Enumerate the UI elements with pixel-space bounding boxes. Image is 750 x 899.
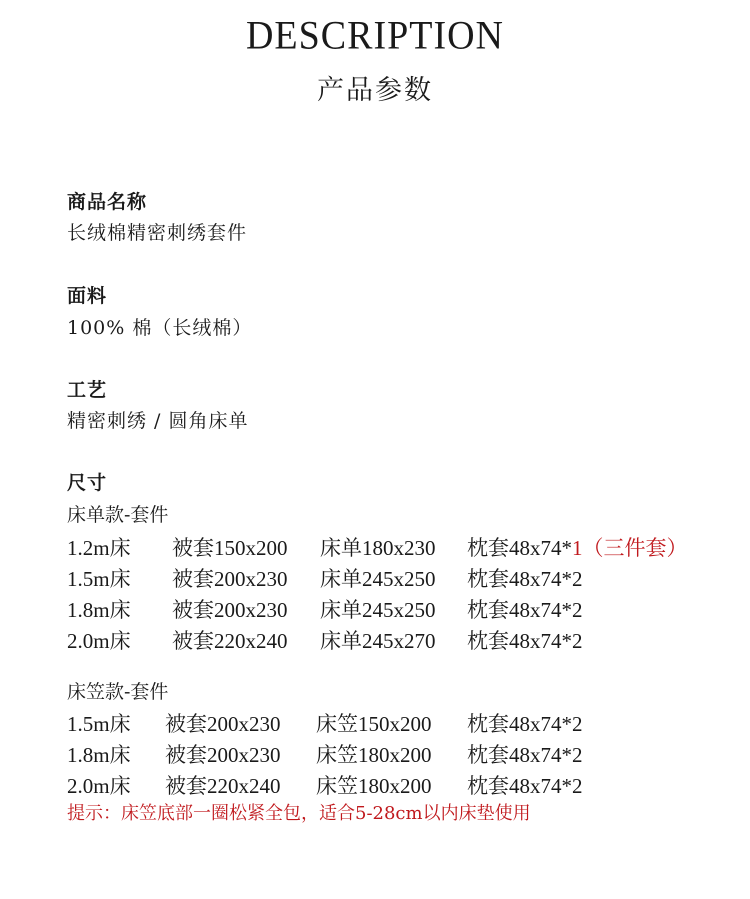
- table-row: [0, 770, 750, 798]
- fabric-value: 100% 棉（长绒棉）: [67, 317, 253, 339]
- sheet-size: 床单245x250: [320, 598, 436, 622]
- notice-text: 提示：床笠底部一圈松紧全包，适合5-28cm以内床垫使用: [67, 803, 531, 824]
- pillow-qty: 2: [572, 567, 583, 591]
- craft-value: 精密刺绣 / 圆角床单: [67, 410, 249, 432]
- table-row: [0, 708, 750, 736]
- bed-size: 2.0m床: [67, 629, 131, 653]
- table-row: [0, 625, 750, 653]
- pillow-qty: 2: [572, 629, 583, 653]
- pillow-size: [467, 563, 583, 593]
- pillow-size-text: 枕套48x74*: [467, 629, 572, 653]
- pillow-size-text: 枕套48x74*: [467, 536, 572, 560]
- pillow-size: 枕套48x74*2: [467, 743, 583, 767]
- bed-size: 1.2m床: [67, 536, 131, 560]
- table-row: [0, 532, 750, 560]
- duvet-size: 被套200x230: [165, 743, 281, 767]
- bed-size: 1.5m床: [67, 712, 131, 736]
- bed-size: 2.0m床: [67, 774, 131, 798]
- fitted-sheet-set-label: 床笠款-套件: [67, 681, 169, 703]
- sheet-size: 床单245x250: [320, 567, 436, 591]
- sheet-size: 床单180x230: [320, 536, 436, 560]
- page-title: DESCRIPTION: [245, 13, 505, 59]
- craft-heading: 工艺: [67, 379, 108, 401]
- table-row: [0, 563, 750, 591]
- table-row: [0, 594, 750, 622]
- bed-size: 1.8m床: [67, 598, 131, 622]
- pillow-size: 枕套48x74*2: [467, 712, 583, 736]
- duvet-size: 被套200x230: [165, 712, 281, 736]
- pillow-size: [467, 594, 583, 624]
- duvet-size: 被套220x240: [165, 774, 281, 798]
- pillow-size: 枕套48x74*2: [467, 774, 583, 798]
- flat-sheet-set-label: 床单款-套件: [67, 504, 169, 526]
- duvet-size: 被套150x200: [172, 536, 288, 560]
- bed-size: 1.5m床: [67, 567, 131, 591]
- pillow-size-text: 枕套48x74*: [467, 598, 572, 622]
- sheet-size: 床单245x270: [320, 629, 436, 653]
- sheet-size: 床笠180x200: [316, 774, 432, 798]
- bed-size: 1.8m床: [67, 743, 131, 767]
- sheet-size: 床笠150x200: [316, 712, 432, 736]
- pillow-size: [467, 625, 583, 655]
- sheet-size: 床笠180x200: [316, 743, 432, 767]
- pillow-qty: 1（三件套）: [572, 536, 688, 560]
- duvet-size: 被套200x230: [172, 598, 288, 622]
- pillow-size-text: 枕套48x74*: [467, 567, 572, 591]
- pillow-qty: 2: [572, 598, 583, 622]
- sizes-heading: 尺寸: [67, 472, 108, 494]
- pillow-size: [467, 532, 688, 562]
- table-row: [0, 739, 750, 767]
- duvet-size: 被套200x230: [172, 567, 288, 591]
- product-name-value: 长绒棉精密刺绣套件: [67, 222, 248, 244]
- page-subtitle: 产品参数: [317, 75, 433, 106]
- product-name-heading: 商品名称: [67, 191, 148, 213]
- fabric-heading: 面料: [67, 285, 108, 307]
- duvet-size: 被套220x240: [172, 629, 288, 653]
